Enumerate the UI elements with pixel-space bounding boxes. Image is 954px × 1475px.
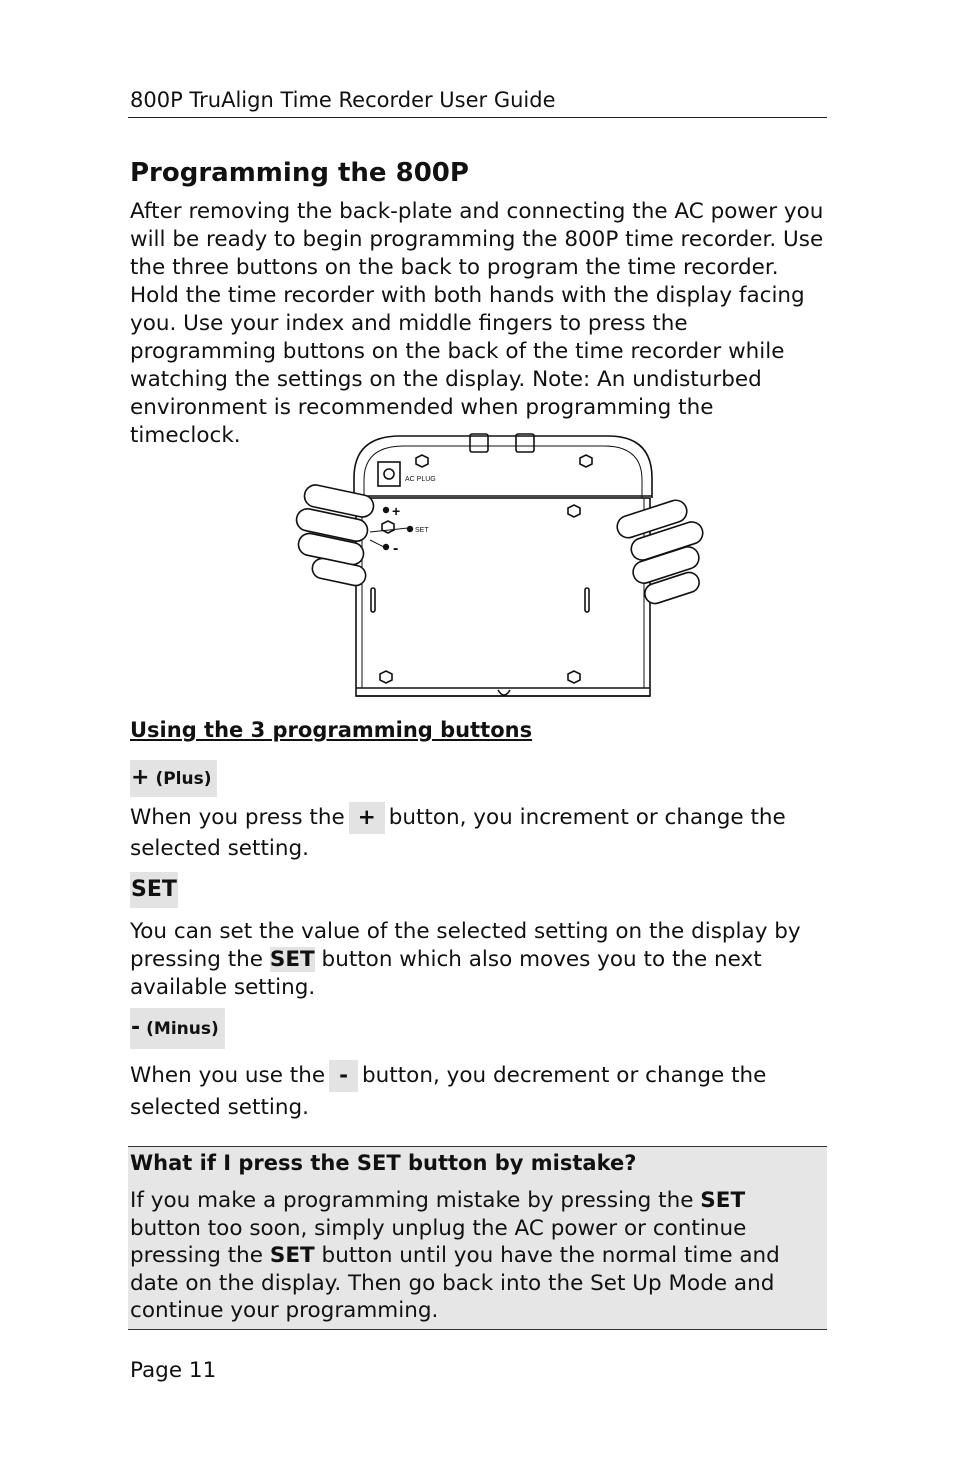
- minus-heading: [130, 1008, 225, 1049]
- slot-right: [585, 588, 589, 612]
- buttons-section-heading: Using the 3 programming buttons: [130, 718, 533, 742]
- set-text-before: You can set the value of the selected setting on the display by pressing the: [130, 919, 801, 972]
- back-plate-outline: [356, 498, 650, 696]
- intro-paragraph: After removing the back-plate and connecting the AC power you will be ready to begin programming the 800P time recorder. Use the three buttons on the back to program the time recorder. Hold the time recorder with both hands with the display facing you. Use your index and middle fingers to press the programming buttons on the back of the time recorder while watching the settings on the display. Note: An undisturbed environment is recommended when programming the timeclock.: [130, 199, 824, 448]
- mount-hole: [568, 671, 580, 683]
- plus-text-before: When you press the: [130, 805, 345, 830]
- time-recorder-back-illustration: [290, 428, 710, 708]
- set-text-after: button which also moves you to the next available setting.: [130, 947, 762, 1000]
- minus-text-before: When you use the: [130, 1063, 326, 1088]
- callout-text-1: If you make a programming mistake by pressing the: [130, 1188, 694, 1213]
- plus-key: +: [349, 802, 385, 834]
- callout-text-2: button too soon, simply unplug the AC power or continue pressing the: [130, 1215, 747, 1268]
- minus-key: -: [329, 1060, 358, 1092]
- set-label: SET: [415, 527, 429, 534]
- mount-hole: [580, 455, 592, 467]
- plus-text-after: button, you increment or change the selected setting.: [130, 805, 786, 861]
- set-button-dot: [407, 526, 413, 532]
- callout-set-key-2: SET: [269, 1243, 315, 1268]
- minus-label: -: [393, 540, 399, 557]
- mount-hole: [568, 505, 580, 517]
- plus-heading: [130, 760, 217, 797]
- callout-text: [130, 1187, 820, 1325]
- set-heading-label: SET: [131, 877, 177, 902]
- slot-left: [371, 588, 375, 612]
- plus-paragraph: [130, 802, 827, 863]
- minus-symbol: -: [131, 1015, 141, 1040]
- plus-note: (Plus): [155, 769, 212, 789]
- mount-hole: [380, 671, 392, 683]
- top-housing-inner: [364, 446, 642, 498]
- mistake-callout: [128, 1146, 827, 1330]
- top-housing-outline: [354, 436, 652, 498]
- set-key: SET: [269, 947, 315, 972]
- callout-title: What if I press the SET button by mistake?: [130, 1151, 637, 1175]
- ac-plug-socket: [378, 462, 400, 486]
- page-title: Programming the 800P: [130, 158, 469, 188]
- page-number: Page 11: [130, 1358, 217, 1383]
- plus-label: +: [392, 503, 401, 519]
- mount-hole: [382, 521, 394, 533]
- ac-plug-label: AC PLUG: [405, 476, 436, 483]
- back-view-diagram: [290, 428, 710, 708]
- set-paragraph: [130, 918, 827, 1002]
- callout-set-key-1: SET: [700, 1188, 746, 1213]
- minus-text-after: button, you decrement or change the selected setting.: [130, 1063, 767, 1120]
- plus-symbol: +: [131, 765, 150, 790]
- right-hand: [614, 497, 705, 606]
- minus-note: (Minus): [146, 1019, 219, 1039]
- plus-button-dot: [383, 507, 389, 513]
- set-heading: [130, 872, 178, 908]
- left-hand: [294, 483, 375, 587]
- bottom-notch: [498, 690, 510, 695]
- running-header: 800P TruAlign Time Recorder User Guide: [128, 86, 827, 118]
- minus-button-dot: [383, 544, 389, 550]
- mount-hole: [416, 455, 428, 467]
- callout-text-3: button until you have the normal time and date on the display. Then go back into the Set Up Mode and continue your programming.: [130, 1243, 780, 1323]
- minus-paragraph: [130, 1060, 827, 1123]
